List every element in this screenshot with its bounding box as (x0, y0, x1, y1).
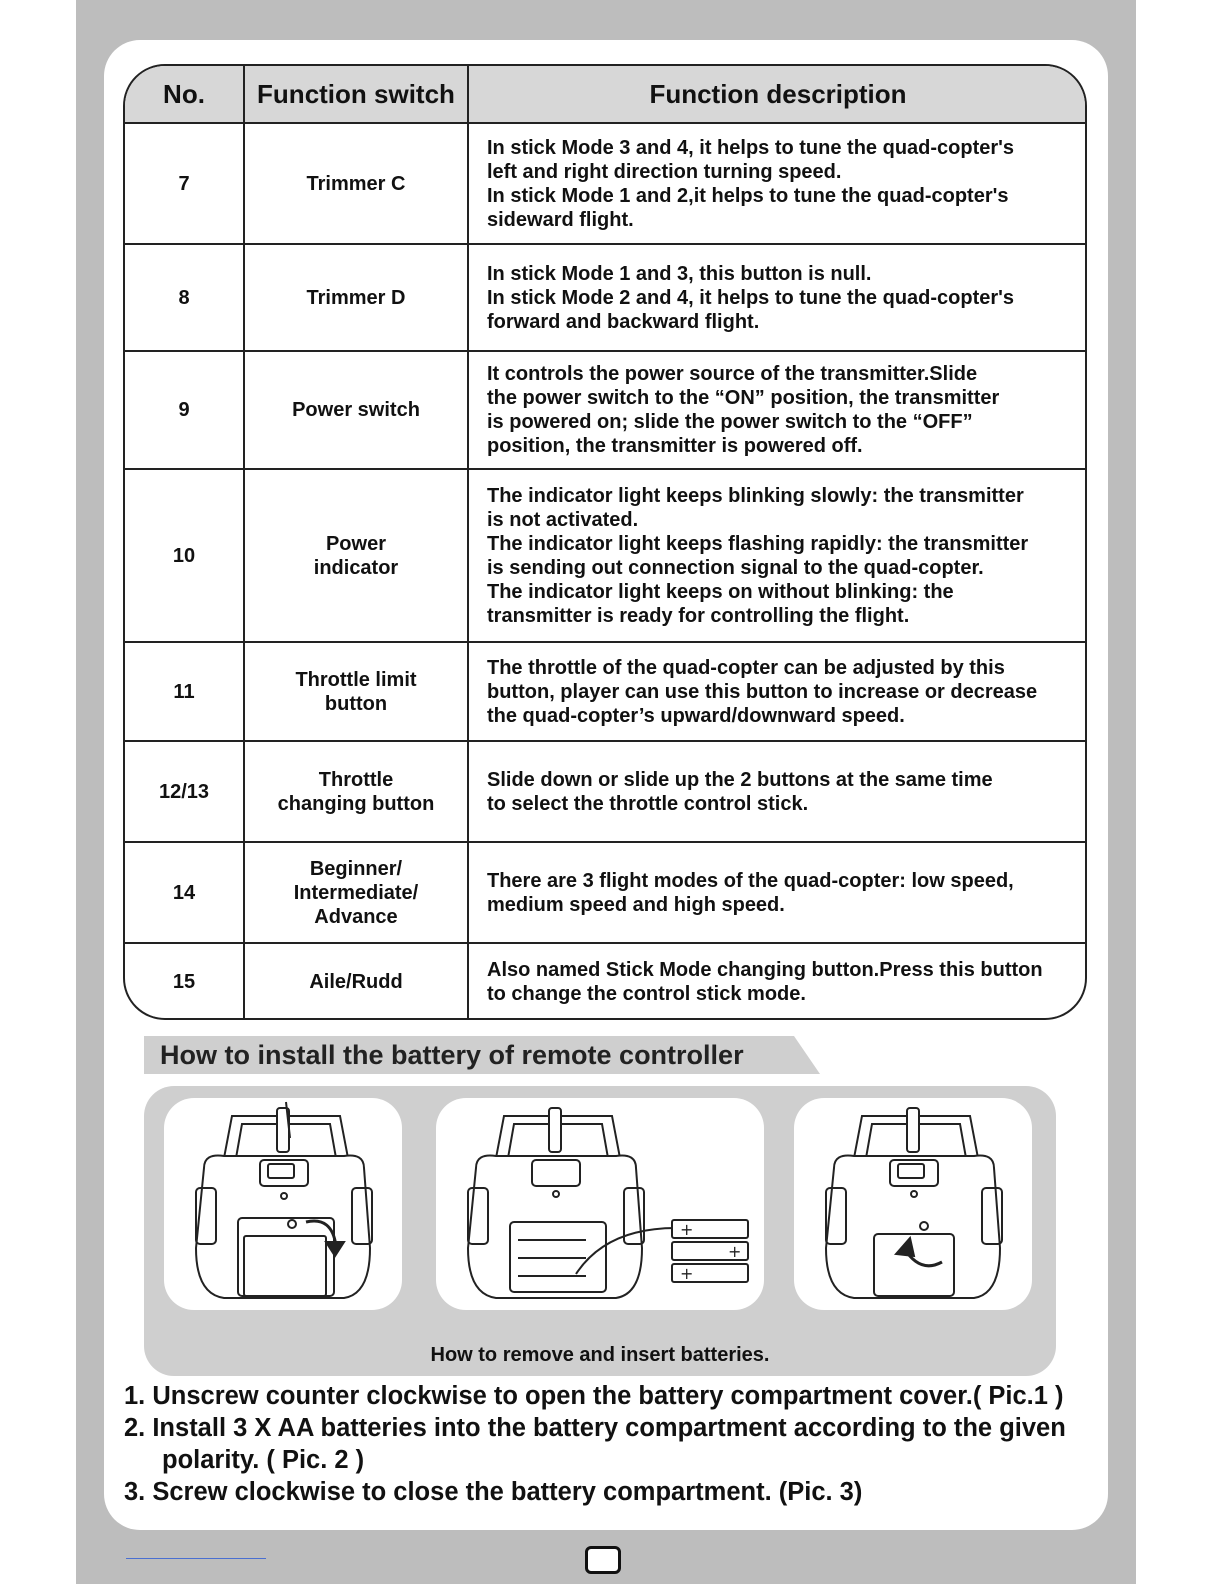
section-banner (144, 1036, 820, 1074)
function-table (123, 64, 1087, 1020)
row-no: 14 (172, 881, 196, 904)
table-row (125, 643, 1085, 742)
row-switch: Trimmer C (306, 172, 406, 195)
battery-picture-2 (436, 1098, 764, 1310)
row-switch: Beginner/ Intermediate/ Advance (293, 857, 419, 928)
section-title: How to install the battery of remote controller (160, 1040, 744, 1070)
footer-link-underline (126, 1558, 266, 1559)
header-function-switch: Function switch (257, 79, 455, 109)
table-row (125, 352, 1085, 470)
row-no: 15 (172, 971, 196, 993)
battery-pictures-panel (144, 1086, 1056, 1376)
row-switch: Power indicator (313, 532, 399, 579)
row-description: It controls the power source of the transmitter.Slide the power switch to the “ON” position, the transmitter is powered on; slide the power switch to the “OFF” position, the transmitter is powered off. (487, 363, 1000, 457)
row-description: Also named Stick Mode changing button.Press this button to change the control stick mode. (487, 959, 1043, 1005)
instruction-step (124, 1412, 1114, 1476)
row-no: 12/13 (158, 780, 210, 803)
row-switch: Throttle changing button (277, 768, 435, 815)
row-description: The throttle of the quad-copter can be adjusted by this button, player can use this button to increase or decrease the quad-copter’s upward/downward speed. (487, 656, 1038, 727)
step-text: 3. Screw clockwise to close the battery compartment. (Pic. 3) (124, 1478, 863, 1506)
row-description: In stick Mode 1 and 3, this button is null. In stick Mode 2 and 4, it helps to tune the quad-copter's forward and backward flight. (487, 262, 1015, 333)
svg-text:+: + (728, 1242, 742, 1261)
row-no: 8 (178, 286, 190, 309)
battery-picture-1 (164, 1098, 402, 1310)
svg-text:+: + (680, 1264, 694, 1283)
column-divider (243, 66, 245, 1018)
row-switch: Trimmer D (306, 286, 406, 309)
table-row (125, 124, 1085, 245)
row-description: There are 3 flight modes of the quad-copter: low speed, medium speed and high speed. (487, 869, 1014, 916)
transmitter-back-open-illustration (164, 1098, 402, 1310)
transmitter-back-close-illustration (794, 1098, 1032, 1310)
column-divider (467, 66, 469, 1018)
table-row (125, 742, 1085, 843)
table-row (125, 470, 1085, 643)
row-description: The indicator light keeps blinking slowly: the transmitter is not activated. The indicator light keeps flashing rapidly: the transmitter is sending out connection signal to the quad-copter. The indicator light keeps on without blinking: the transmitter is ready for controlling the flight. (487, 484, 1029, 627)
row-no: 9 (178, 399, 190, 421)
battery-picture-3 (794, 1098, 1032, 1310)
row-switch: Aile/Rudd (309, 971, 403, 993)
row-switch: Power switch (292, 399, 420, 421)
transmitter-batteries-illustration (436, 1098, 764, 1310)
instruction-step (124, 1476, 1114, 1508)
svg-text:+: + (680, 1220, 694, 1239)
step-text: 2. Install 3 X AA batteries into the battery compartment according to the given (124, 1414, 1066, 1442)
step-text: 1. Unscrew counter clockwise to open the battery compartment cover.( Pic.1 ) (124, 1382, 1064, 1410)
table-row (125, 245, 1085, 352)
step-text-continued: polarity. ( Pic. 2 ) (162, 1446, 365, 1474)
row-switch: Throttle limit button (295, 668, 417, 715)
header-no: No. (163, 79, 205, 109)
table-row (125, 944, 1085, 1020)
row-no: 7 (178, 172, 190, 195)
row-no: 10 (172, 544, 196, 567)
pictures-caption: How to remove and insert batteries. (430, 1344, 770, 1366)
row-no: 11 (173, 680, 195, 703)
header-function-description: Function description (649, 79, 907, 109)
instruction-step (124, 1380, 1114, 1412)
battery-instructions (124, 1380, 1114, 1508)
table-row (125, 843, 1085, 944)
row-description: Slide down or slide up the 2 buttons at the same time to select the throttle control stick. (487, 768, 993, 815)
row-description: In stick Mode 3 and 4, it helps to tune the quad-copter's left and right direction turning speed. In stick Mode 1 and 2,it helps to tune the quad-copter's sideward flight. (487, 136, 1015, 231)
table-header (125, 66, 1085, 124)
page-number-box (585, 1546, 621, 1574)
